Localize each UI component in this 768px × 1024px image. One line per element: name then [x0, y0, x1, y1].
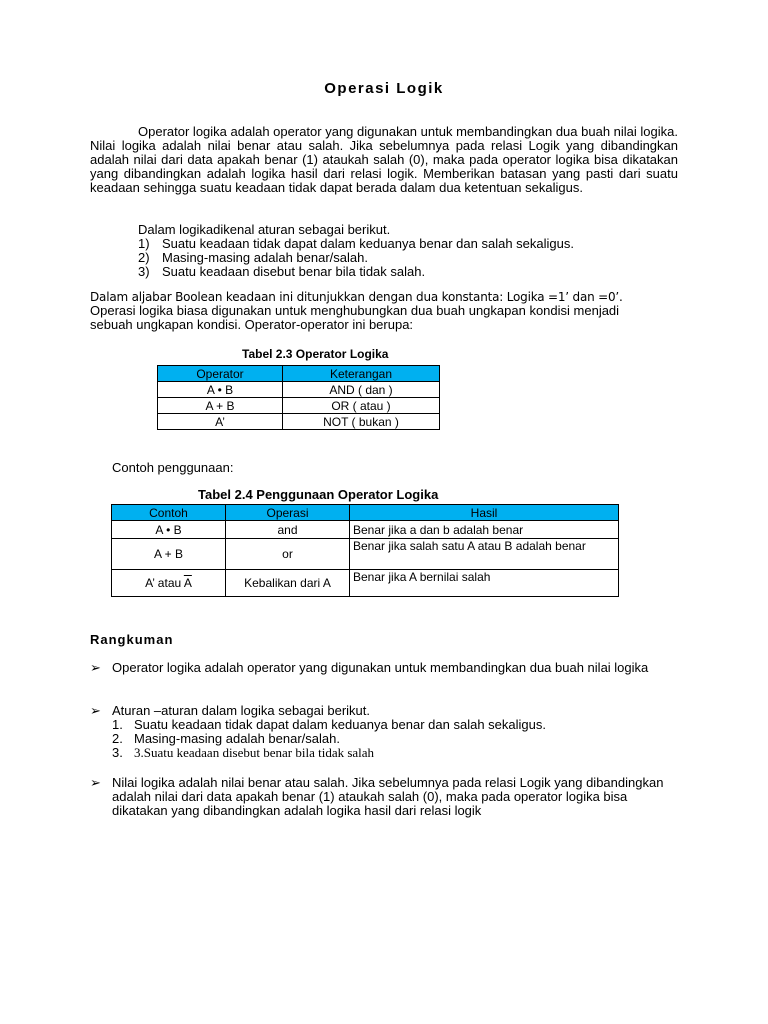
table-cell: A + B: [112, 539, 226, 570]
summary-bullet-3: Nilai logika adalah nilai benar atau salah. Jika sebelumnya pada relasi Logik yang dibandingkan adalah nilai dari data apakah benar (1) ataukah salah (0), maka pada operator logika bisa dikatakan yang dibandingkan adalah logika hasil dari relasi logik: [112, 775, 664, 818]
table-2-4-caption: Tabel 2.4 Penggunaan Operator Logika: [198, 487, 439, 502]
table-row: [158, 398, 440, 414]
intro-paragraph: Operator logika adalah operator yang digunakan untuk membandingkan dua buah nilai logika. Nilai logika adalah nilai benar atau salah. Jika sebelumnya pada relasi Logik yang dibandingkan adalah nilai dari data apakah benar (1) ataukah salah (0), maka pada operator logika bisa dikatakan yang dibandingkan adalah logika hasil dari relasi logik. Memberikan batasan yang pasti dari suatu keadaan sehingga suatu keadaan tidak dapat berada dalam dua ketentuan sekaligus.: [90, 124, 678, 195]
table-cell: NOT ( bukan ): [283, 414, 440, 430]
operators-paragraph: Operasi logika biasa digunakan untuk menghubungkan dua buah ungkapan kondisi menjadi sebuah ungkapan kondisi. Operator-operator ini berupa:: [90, 303, 620, 332]
bullet-arrow-icon: ➢: [90, 703, 101, 718]
table-cell: OR ( atau ): [283, 398, 440, 414]
summary-rule-item: 1. Suatu keadaan tidak dapat dalam keduanya benar dan salah sekaligus.: [112, 717, 546, 732]
table-row: [158, 382, 440, 398]
rule-item: 3) Suatu keadaan disebut benar bila tidak salah.: [138, 264, 426, 279]
table-cell: or: [226, 539, 350, 570]
table-header: Keterangan: [283, 366, 440, 382]
table-cell: Benar jika salah satu A atau B adalah benar: [350, 539, 619, 570]
table-cell: Benar jika a dan b adalah benar: [350, 521, 619, 539]
contoh-label: Contoh penggunaan:: [112, 460, 234, 475]
summary-bullet-2: [112, 704, 678, 760]
table-header: Contoh: [112, 505, 226, 521]
table-header-row: [112, 505, 619, 521]
table-cell: A • B: [112, 521, 226, 539]
table-2-3-caption: Tabel 2.3 Operator Logika: [242, 347, 389, 361]
table-cell: A’: [158, 414, 283, 430]
table-cell: A • B: [158, 382, 283, 398]
bullet-arrow-icon: ➢: [90, 660, 101, 675]
bullet-arrow-icon: ➢: [90, 775, 101, 790]
table-cell: A + B: [158, 398, 283, 414]
table-cell: Kebalikan dari A: [226, 570, 350, 597]
table-cell: A’ atau $\overline{A}$: [112, 570, 226, 597]
table-cell: AND ( dan ): [283, 382, 440, 398]
usage-table: [111, 504, 619, 597]
table-row: [112, 570, 619, 597]
rule-item: 2) Masing-masing adalah benar/salah.: [138, 250, 368, 265]
table-row: [112, 521, 619, 539]
table-row: [112, 539, 619, 570]
table-header: Operasi: [226, 505, 350, 521]
summary-rule-item: 2. Masing-masing adalah benar/salah.: [112, 731, 340, 746]
boolean-sentence: Dalam aljabar Boolean keadaan ini ditunjukkan dengan dua konstanta: Logika =1’ dan =0’.: [90, 290, 623, 304]
operator-table: [157, 365, 440, 430]
table-cell: and: [226, 521, 350, 539]
summary-bullet-1: Operator logika adalah operator yang digunakan untuk membandingkan dua buah nilai logika: [112, 660, 649, 675]
summary-rule-item: 3. 3.Suatu keadaan disebut benar bila tidak salah: [112, 745, 375, 760]
rules-intro: Dalam logikadikenal aturan sebagai berikut.: [138, 222, 391, 237]
rule-item: 1) Suatu keadaan tidak dapat dalam keduanya benar dan salah sekaligus.: [138, 236, 574, 251]
summary-bullet-2-intro: Aturan –aturan dalam logika sebagai berikut.: [112, 703, 370, 718]
table-header: Hasil: [350, 505, 619, 521]
table-header-row: [158, 366, 440, 382]
page-title: Operasi Logik: [324, 80, 444, 97]
table-row: [158, 414, 440, 430]
rules-list: [138, 237, 678, 279]
table-header: Operator: [158, 366, 283, 382]
summary-heading: Rangkuman: [90, 632, 174, 647]
table-cell: Benar jika A bernilai salah: [350, 570, 619, 597]
